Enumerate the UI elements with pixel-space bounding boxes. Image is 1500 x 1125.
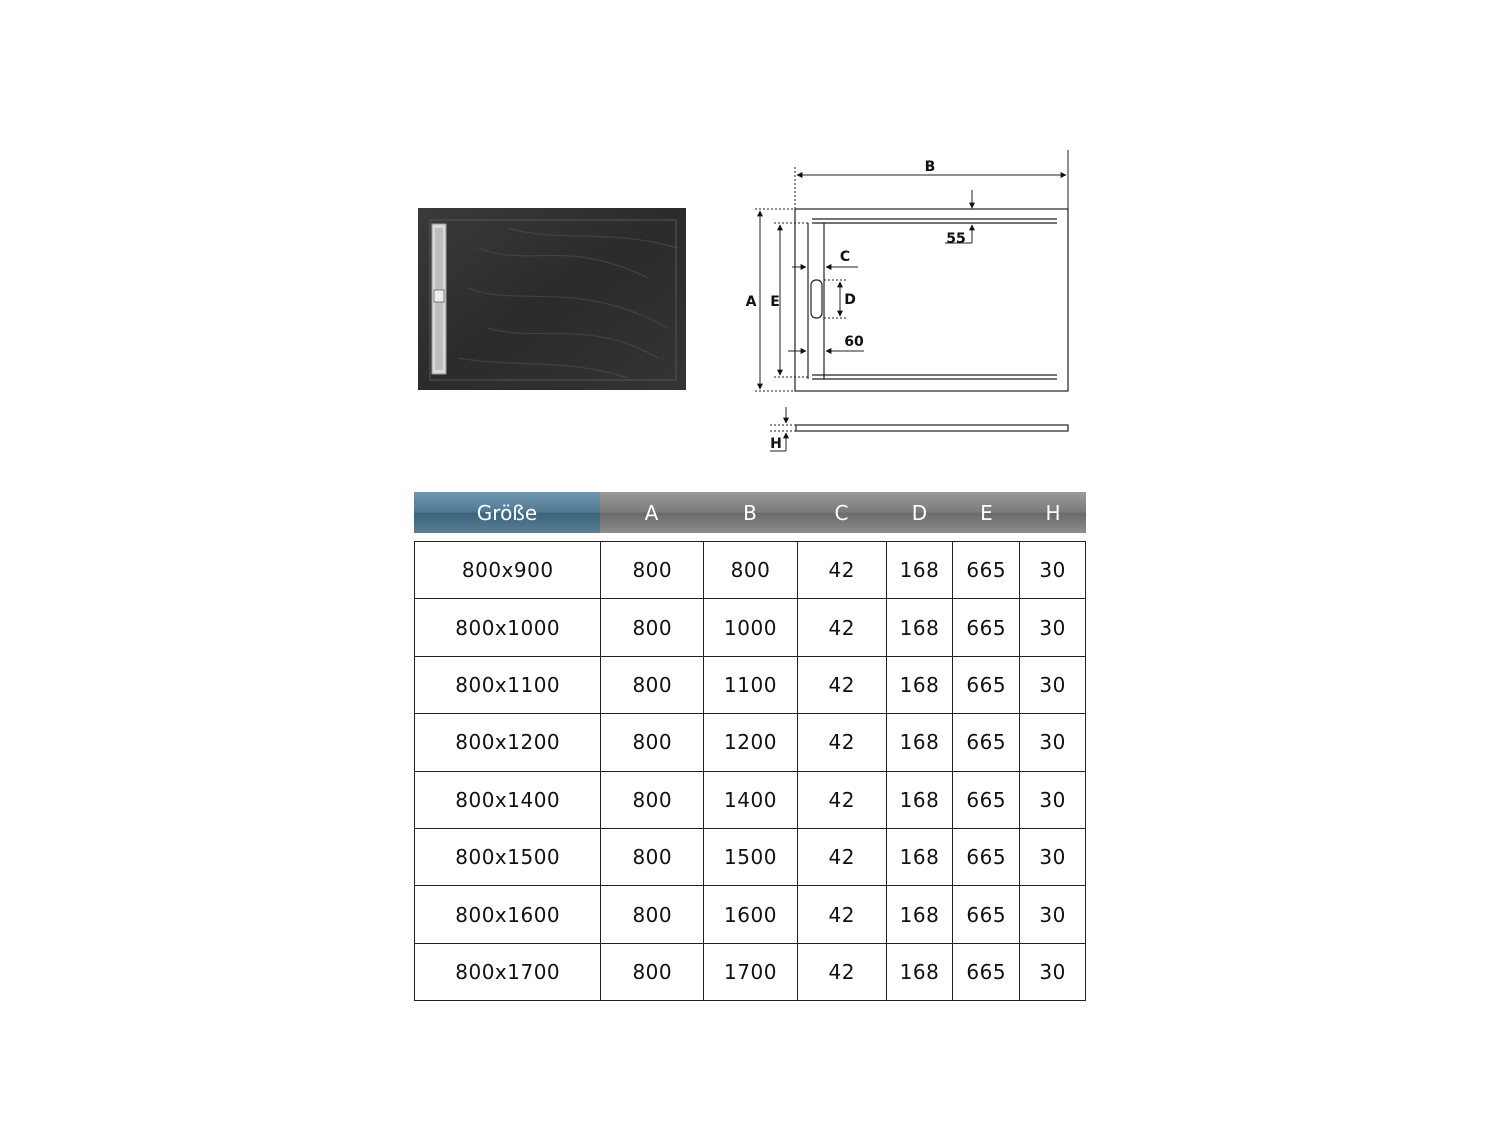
label-H: H: [770, 436, 782, 452]
table-cell: 168: [886, 599, 953, 655]
table-cell: 30: [1019, 714, 1085, 770]
table-cell: 1000: [703, 599, 797, 655]
table-cell: 42: [797, 657, 886, 713]
label-A: A: [745, 294, 757, 310]
table-header: [414, 492, 1086, 533]
table-cell: 1200: [703, 714, 797, 770]
table-row: [415, 771, 1085, 828]
table-cell: 800x1500: [455, 845, 561, 870]
table-cell: 800x1100: [455, 672, 561, 697]
table-cell: 800x1700: [455, 959, 561, 984]
table-cell: 1600: [703, 886, 797, 942]
table-cell: 30: [1019, 599, 1085, 655]
table-row: [415, 598, 1085, 655]
table-cell: 42: [797, 829, 886, 885]
table-cell: 168: [886, 714, 953, 770]
table-row: [415, 885, 1085, 942]
dimension-drawing: [740, 145, 1080, 460]
table-cell: 168: [886, 944, 953, 1000]
table-cell: 42: [797, 599, 886, 655]
table-cell: 800x1200: [455, 730, 561, 755]
label-55: 55: [946, 231, 966, 247]
table-cell: 800: [600, 886, 703, 942]
table-row: [415, 542, 1085, 598]
table-cell: 30: [1019, 886, 1085, 942]
header-cell-c: C: [797, 492, 886, 533]
header-cell-d: D: [886, 492, 953, 533]
table-cell: 800: [600, 829, 703, 885]
table-cell: 800: [600, 772, 703, 828]
table-body: [414, 541, 1086, 1001]
header-cell-a: A: [600, 492, 703, 533]
header-cell-e: E: [953, 492, 1020, 533]
table-cell: 800x1600: [455, 902, 561, 927]
table-cell: 800x900: [461, 558, 554, 583]
tray-outline: [795, 209, 1068, 391]
table-cell: 42: [797, 886, 886, 942]
table-cell: 1100: [703, 657, 797, 713]
table-cell: 168: [886, 886, 953, 942]
table-cell: 42: [797, 944, 886, 1000]
table-cell: 30: [1019, 657, 1085, 713]
shower-tray-photo: [418, 208, 686, 390]
table-cell: 800x1400: [455, 787, 561, 812]
table-cell: 665: [952, 886, 1019, 942]
table-cell: 30: [1019, 829, 1085, 885]
table-cell: 800x1000: [455, 615, 561, 640]
table-cell: 665: [952, 542, 1019, 598]
drain-grate-icon: [434, 290, 444, 302]
label-D: D: [844, 292, 856, 308]
table-cell: 665: [952, 599, 1019, 655]
table-cell: 665: [952, 772, 1019, 828]
table-cell: 800: [600, 944, 703, 1000]
tray-profile: [796, 425, 1068, 431]
drain-slot: [811, 280, 822, 318]
header-cell-groesse: Größe: [414, 492, 600, 533]
table-cell: 800: [600, 542, 703, 598]
table-cell: 1700: [703, 944, 797, 1000]
header-cell-h: H: [1020, 492, 1086, 533]
table-cell: 168: [886, 772, 953, 828]
table-cell: 42: [797, 542, 886, 598]
table-cell: 665: [952, 944, 1019, 1000]
table-cell: 800: [703, 542, 797, 598]
table-cell: 665: [952, 829, 1019, 885]
table-cell: 30: [1019, 772, 1085, 828]
table-cell: 1500: [703, 829, 797, 885]
label-B: B: [924, 159, 936, 175]
table-cell: 42: [797, 772, 886, 828]
table-row: [415, 713, 1085, 770]
table-cell: 1400: [703, 772, 797, 828]
table-cell: 42: [797, 714, 886, 770]
size-table: [414, 492, 1086, 1001]
table-cell: 800: [600, 657, 703, 713]
table-row: [415, 828, 1085, 885]
table-cell: 665: [952, 714, 1019, 770]
table-cell: 800: [600, 599, 703, 655]
table-row: [415, 943, 1085, 1000]
label-C: C: [839, 249, 851, 265]
table-cell: 168: [886, 829, 953, 885]
table-cell: 168: [886, 657, 953, 713]
table-cell: 30: [1019, 542, 1085, 598]
table-cell: 800: [600, 714, 703, 770]
header-cell-b: B: [703, 492, 797, 533]
table-cell: 665: [952, 657, 1019, 713]
label-E: E: [770, 294, 780, 310]
table-cell: 30: [1019, 944, 1085, 1000]
table-row: [415, 656, 1085, 713]
label-60: 60: [844, 334, 864, 350]
table-cell: 168: [886, 542, 953, 598]
